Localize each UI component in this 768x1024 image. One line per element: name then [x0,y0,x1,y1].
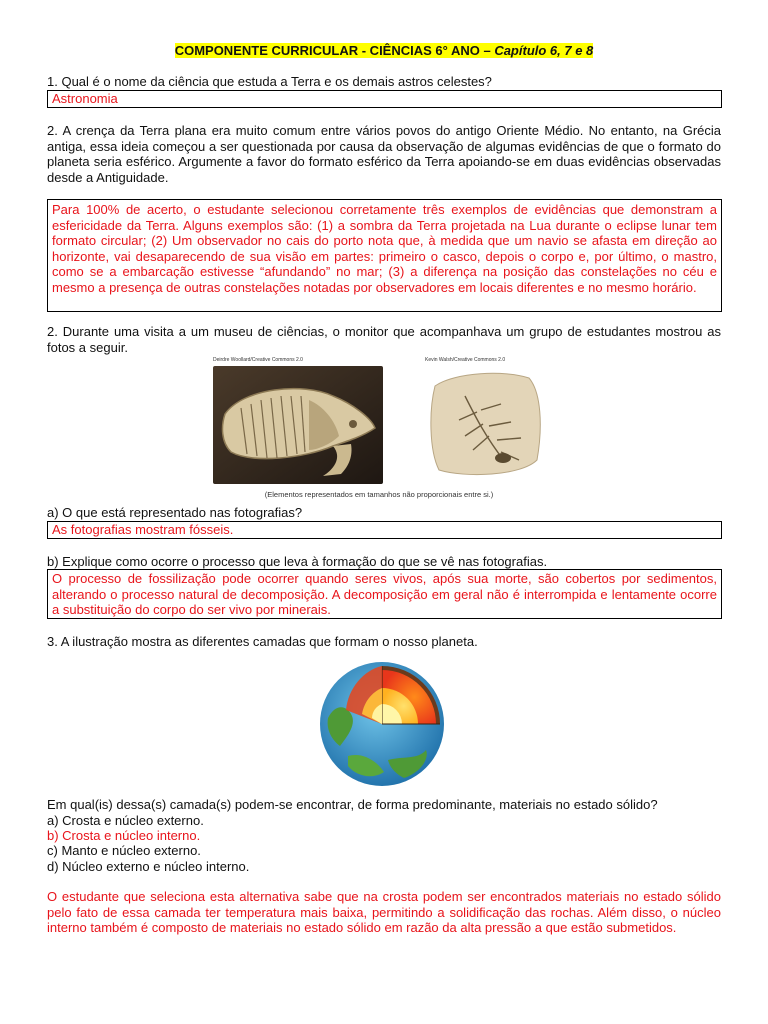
answer-2-earth-shape: Para 100% de acerto, o estudante selecionou corretamente três exemplos de evidências que demonstram a esfericidade da Terra. Alguns exemplos são: (1) a sombra da Terra projetada na Lua durante o eclipse lunar tem formato circular; (2) Um observador no cais do porto nota que, à medida que um navio se afasta em direção ao horizonte, vai desaparecendo de sua visão em partes: primeiro o casco, depois o corpo e, por último, o mastro, como se a embarcação estivesse “afundando” no mar; (3) a diferença na posição das constelações no céu e mesmo a presença de outras constelações notadas por observadores em locais diferentes e no mesmo horário. [47,199,722,312]
answer-2a: As fotografias mostram fósseis. [47,521,722,539]
question-2b: b) Explique como ocorre o processo que leva à formação do que se vê nas fotografias. [47,554,548,569]
answer-3-explanation: O estudante que seleciona esta alternativa sabe que na crosta podem ser encontrados materiais no estado sólido pelo fato de essa camada ter temperatura mais baixa, permitindo a solidificação das rochas. Além disso, o núcleo interno também é composto de materiais no estado sólido em razão da alta pressão a que estão submetidos. [47,889,721,935]
fossil-plant-image [425,366,545,484]
fossil-fish-photo [213,356,383,484]
question-1: 1. Qual é o nome da ciência que estuda a Terra e os demais astros celestes? [47,74,492,89]
photo-2-credit: Kevin Walsh/Creative Commons 2.0 [425,357,506,363]
question-3: 3. A ilustração mostra as diferentes camadas que formam o nosso planeta. [47,634,478,649]
question-2-museum: 2. Durante uma visita a um museu de ciências, o monitor que acompanhava um grupo de estudantes mostrou as fotos a seguir. [47,324,721,355]
title-chapter: Capítulo 6, 7 e 8 [494,43,594,58]
photos-caption: (Elementos representados em tamanhos não proporcionais entre si.) [264,490,494,499]
photo-1-credit: Deirdre Woollard/Creative Commons 2.0 [213,357,303,363]
fossil-fish-image [213,366,383,484]
option-b-correct: b) Crosta e núcleo interno. [47,828,201,843]
option-d: d) Núcleo externo e núcleo interno. [47,859,250,874]
question-2-earth-shape: 2. A crença da Terra plana era muito comum entre vários povos do antigo Oriente Médio. No entanto, na Grécia antiga, essa ideia começou a ser questionada por causa da observação de algumas evidências de que o formato do planeta seria esférico. Argumente a favor do formato esférico da Terra apoiando-se em duas evidências observadas desde a Antiguidade. [47,123,721,185]
question-2a: a) O que está representado nas fotografias? [47,505,303,520]
option-c: c) Manto e núcleo externo. [47,843,201,858]
answer-2b: O processo de fossilização pode ocorrer quando seres vivos, após sua morte, são cobertos por sedimentos, alterando o processo natural de decomposição. A decomposição em geral não é interrompida e lentamente ocorre a substituição do corpo do ser vivo por minerais. [47,569,722,619]
page-title [0,43,768,59]
answer-1: Astronomia [47,90,722,108]
title-main: COMPONENTE CURRICULAR - CIÊNCIAS 6° ANO – [174,43,495,58]
fossil-plant-photo [425,356,545,484]
option-a: a) Crosta e núcleo externo. [47,813,204,828]
question-3-prompt: Em qual(is) dessa(s) camada(s) podem-se encontrar, de forma predominante, materiais no estado sólido? [47,797,658,812]
earth-layers-illustration [318,660,446,788]
